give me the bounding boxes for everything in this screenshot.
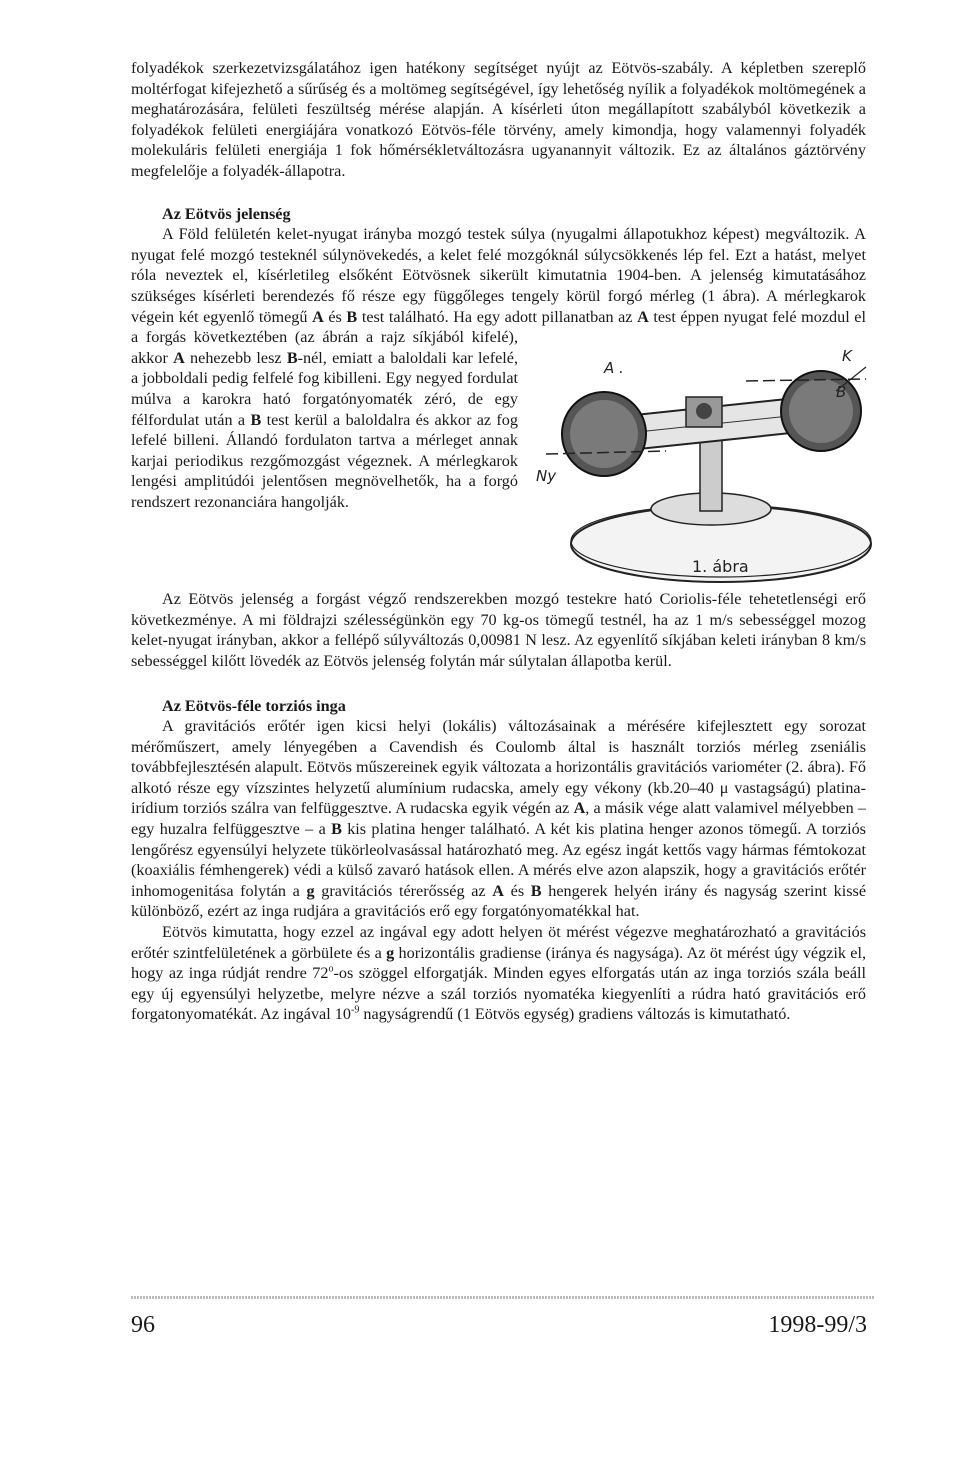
issue-number: 1998-99/3	[768, 1312, 867, 1338]
eotvos-effect-paragraph-2: Az Eötvös jelenség a forgást végző rendszerekben mozgó testekre ható Coriolis-féle tehetetlenségi erő következménye. A mi földrajzi szélességünkön egy 70 kg-os tömegű testnél, ha az 1 m/s sebességgel mozog kelet-nyugat irányban, akkor a fellépő súlyváltozás 0,00981 N lesz. Az egyenlítő síkjában keleti irányban 8 km/s sebességgel kilőtt lövedék az Eötvös jelenség folytán már súlytalan állapotba kerül.	[131, 590, 866, 670]
body-b-label: B	[346, 307, 358, 326]
label-a: A .	[604, 359, 624, 378]
torsion-balance-paragraph-2: Eötvös kimutatta, hogy ezzel az ingával egy adott helyen öt mérést végezve meghatározható a gravitációs erőtér szintfelületének a görbülete és a g horizontális gradiense (iránya és nagysága). Az öt mérést úgy végzik el, hogy az inga rúdját rendre 72$^o$-os szöggel elforgatják. Minden egyes elforgatás után az inga torziós szála beáll egy új egyensúlyi helyzetbe, melyre nézve a szál torziós nyomatéka kiegyenlíti a rúdra ható gravitációs erő forgatonyomatékát. Az ingával $10^{-9}$ nagyságrendű (1 Eötvös egység) gradiens változás is kimutatható.	[131, 923, 867, 1024]
label-b: B	[836, 383, 847, 402]
footer-rule	[131, 1296, 875, 1299]
figure-1	[536, 339, 876, 589]
page-body	[131, 58, 866, 1025]
rotating-balance-drawing	[536, 339, 876, 589]
page-number: 96	[131, 1312, 155, 1338]
section-heading-eotvos-effect: Az Eötvös jelenség	[162, 204, 291, 223]
eotvos-effect-paragraph-1: A Föld felületén kelet-nyugat irányba mozgó testek súlya (nyugalmi állapotukhoz képest) megváltozik. A nyugat felé mozgó testeknél súlynövekedés, a kelet felé mozgóknál súlycsökkenés lép fel. Ezt a hatást, melyet róla neveztek el, kísérletileg elsőként Eötvösnek sikerült kimutatnia 1904-ben. A jelenség kimutatásához szükséges kísérleti berendezés fő része egy függőleges tengely körül forgó mérleg (1 ábra). A mérlegkarok végein két egyenlő tömegű A és B test található. Ha egy adott pillanatban az A . K B Ny 1. ábra A test éppen nyugat felé mozdul el a forgás következtében (az ábrán a rajz síkjából kifelé), akkor A nehezebb lesz B-nél, emiatt a baloldali kar lefelé, a jobboldali pedig felfelé fog kibilleni. Egy negyed fordulat múlva a karokra ható forgatónyomaték zéró, de egy félfordulat után a B test kerül a baloldalra és akkor az fog lefelé billeni. Állandó fordulaton tartva a mérleget annak karjai periodikus rezgőmozgást végeznek. A mérlegkarok lengési amplitúdói jelentősen megnövelhetők, ha a forgó rendszert rezonanciára hangolják.	[131, 224, 866, 512]
intro-paragraph: folyadékok szerkezetvizsgálatához igen hatékony segítséget nyújt az Eötvös-szabály. A képletben szereplő moltérfogat kifejezhető a sűrűség és a moltömeg segítségével, így lehetőség nyílik a folyadékok moltömegének a meghatározására, felületi feszültség mérése alapján. A kísérleti úton megállapított szabályból következik a folyadékok felületi energiájára vonatkozó Eötvös-féle törvény, amely kimondja, hogy valamennyi folyadék molekuláris felületi energiája 1 fok hőmérsékletváltozásra ugyanannyit változik. Ez az általános gáztörvény megfelelője a folyadék-állapotra.	[131, 59, 866, 180]
torsion-balance-paragraph-1: A gravitációs erőtér igen kicsi helyi (lokális) változásainak a mérésére kifejlesztett egy sorozat mérőműszert, amely lényegében a Cavendish és Coulomb által is használt torziós mérleg zseniális továbbfejlesztésén alapult. Eötvös műszereinek egyik változata a horizontális gravitációs variométer (2. ábra). Fő alkotó része egy vízszintes helyzetű alumínium rudacska, amely egy vékony (kb.20–40 μ vastagságú) platina-irídium torziós szálra van felfüggesztve. A rudacska egyik végén az A, a másik vége alatt valamivel mélyebben – egy huzalra felfüggesztve – a B kis platina henger található. A két kis platina henger azonos tömegű. A torziós lengőrész egyensúlyi helyzete tükörleolvasással határozható meg. Az egész ingát kettős vagy hármas fémtokozat (koaxiális fémhengerek) védi a külső zavaró hatások ellen. A mérés elve azon alapszik, hogy a gravitációs erőtér inhomogenitása folytán a g gravitációs térerősség az A és B hengerek helyén irány és nagyság szerint kissé különböző, ezért az inga rudjára a gravitációs erő egy forgatónyomatékkal hat.	[131, 717, 867, 921]
vertical-axle	[700, 439, 722, 511]
label-ny: Ny	[536, 467, 557, 486]
pivot-knob	[696, 403, 712, 419]
label-k: K	[842, 347, 852, 366]
section-eotvos-effect	[131, 224, 866, 671]
section-heading-torsion-balance: Az Eötvös-féle torziós inga	[162, 696, 346, 715]
figure-1-caption: 1. ábra	[692, 557, 749, 577]
weight-a-face	[570, 400, 638, 468]
body-a-label: A	[312, 307, 324, 326]
